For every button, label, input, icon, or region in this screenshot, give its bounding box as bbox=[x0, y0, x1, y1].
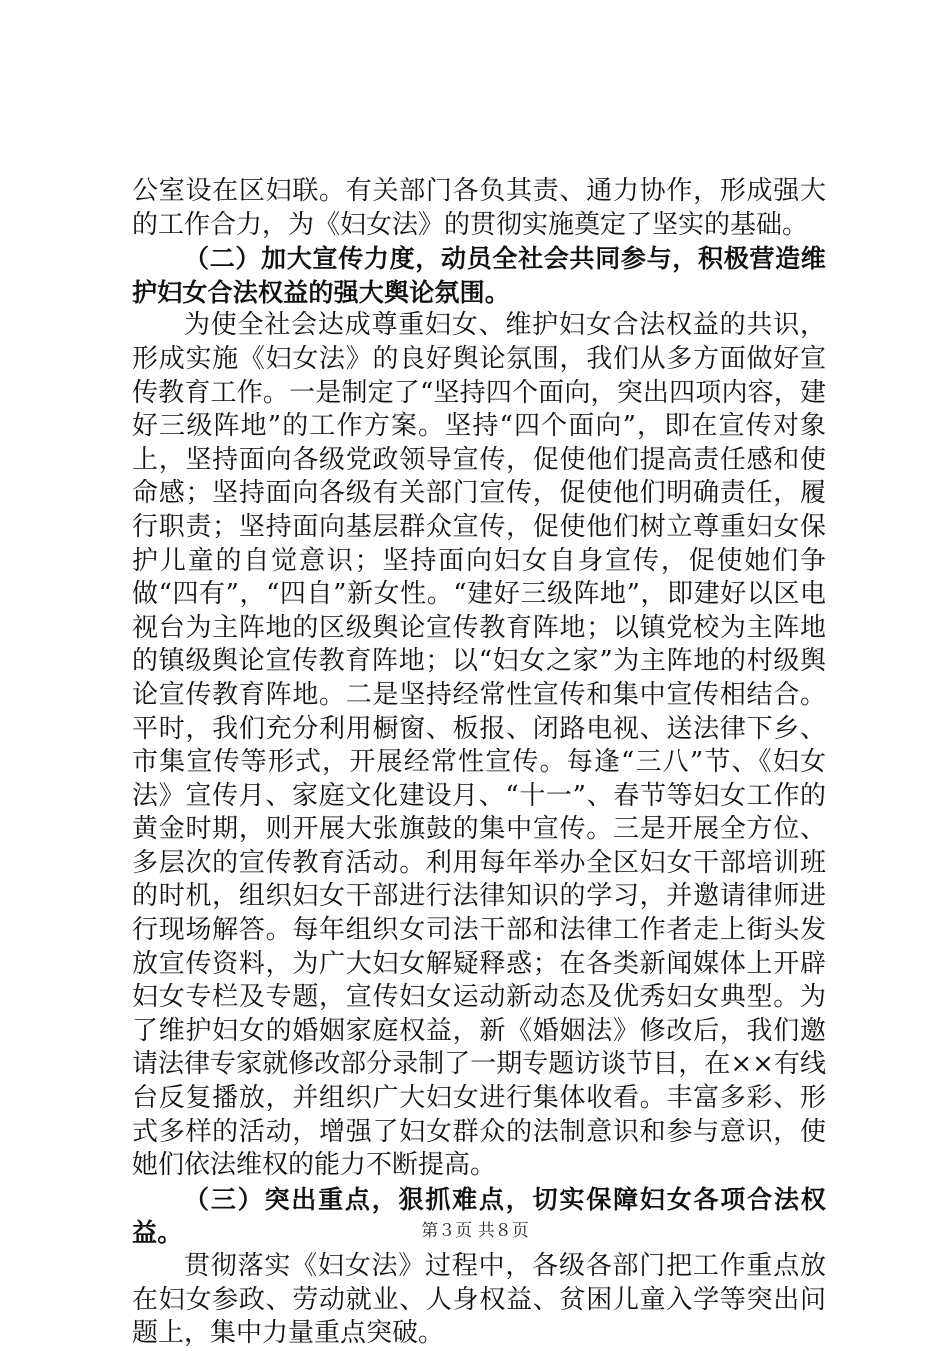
paragraph-continuation: 公室设在区妇联。有关部门各负其责、通力协作，形成强大的工作合力，为《妇女法》的贯彻实施奠定了坚实的基础。 bbox=[132, 176, 826, 240]
paragraph-key-points: 贯彻落实《妇女法》过程中，各级各部门把工作重点放在妇女参政、劳动就业、人身权益、贫困儿童入学等突出问题上，集中力量重点突破。 bbox=[132, 1251, 826, 1349]
section-heading-3: （三）突出重点，狠抓难点，切实保障妇女各项合法权益。 bbox=[132, 1184, 826, 1248]
section-heading-2: （二）加大宣传力度，动员全社会共同参与，积极营造维护妇女合法权益的强大舆论氛围。 bbox=[132, 244, 826, 307]
page-number-footer: 第３页 共８页 bbox=[421, 1221, 529, 1241]
paragraph-publicity: 为使全社会达成尊重妇女、维护妇女合法权益的共识，形成实施《妇女法》的良好舆论氛围，我们从多方面做好宣传教育工作。一是制定了“坚持四个面向，突出四项内容，建好三级阵地”的工作方案。坚持“四个面向”，即在宣传对象上，坚持面向各级党政领导宣传，促使他们提高责任感和使命感；坚持面向各级有关部门宣传，促使他们明确责任，履行职责；坚持面向基层群众宣传，促使他们树立尊重妇女保护儿童的自觉意识；坚持面向妇女自身宣传，促使她们争做“四有”，“四自”新女性。“建好三级阵地”，即建好以区电视台为主阵地的区级舆论宣传教育阵地；以镇党校为主阵地的镇级舆论宣传教育阵地；以“妇女之家”为主阵地的村级舆论宣传教育阵地。二是坚持经常性宣传和集中宣传相结合。平时，我们充分利用橱窗、板报、闭路电视、送法律下乡、市集宣传等形式，开展经常性宣传。每逢“三八”节、《妇女法》宣传月、家庭文化建设月、“十一”、春节等妇女工作的黄金时期，则开展大张旗鼓的集中宣传。三是开展全方位、多层次的宣传教育活动。利用每年举办全区妇女干部培训班的时机，组织妇女干部进行法律知识的学习，并邀请律师进行现场解答。每年组织女司法干部和法律工作者走上街头发放宣传资料，为广大妇女解疑释惑；在各类新闻媒体上开辟妇女专栏及专题，宣传妇女运动新动态及优秀妇女典型。为了维护妇女的婚姻家庭权益，新《婚姻法》修改后，我们邀请法律专家就修改部分录制了一期专题访谈节目，在××有线台反复播放，并组织广大妇女进行集体收看。丰富多彩、形式多样的活动，增强了妇女群众的法制意识和参与意识，使她们依法维权的能力不断提高。 bbox=[132, 310, 826, 1181]
document-body bbox=[132, 175, 826, 1351]
